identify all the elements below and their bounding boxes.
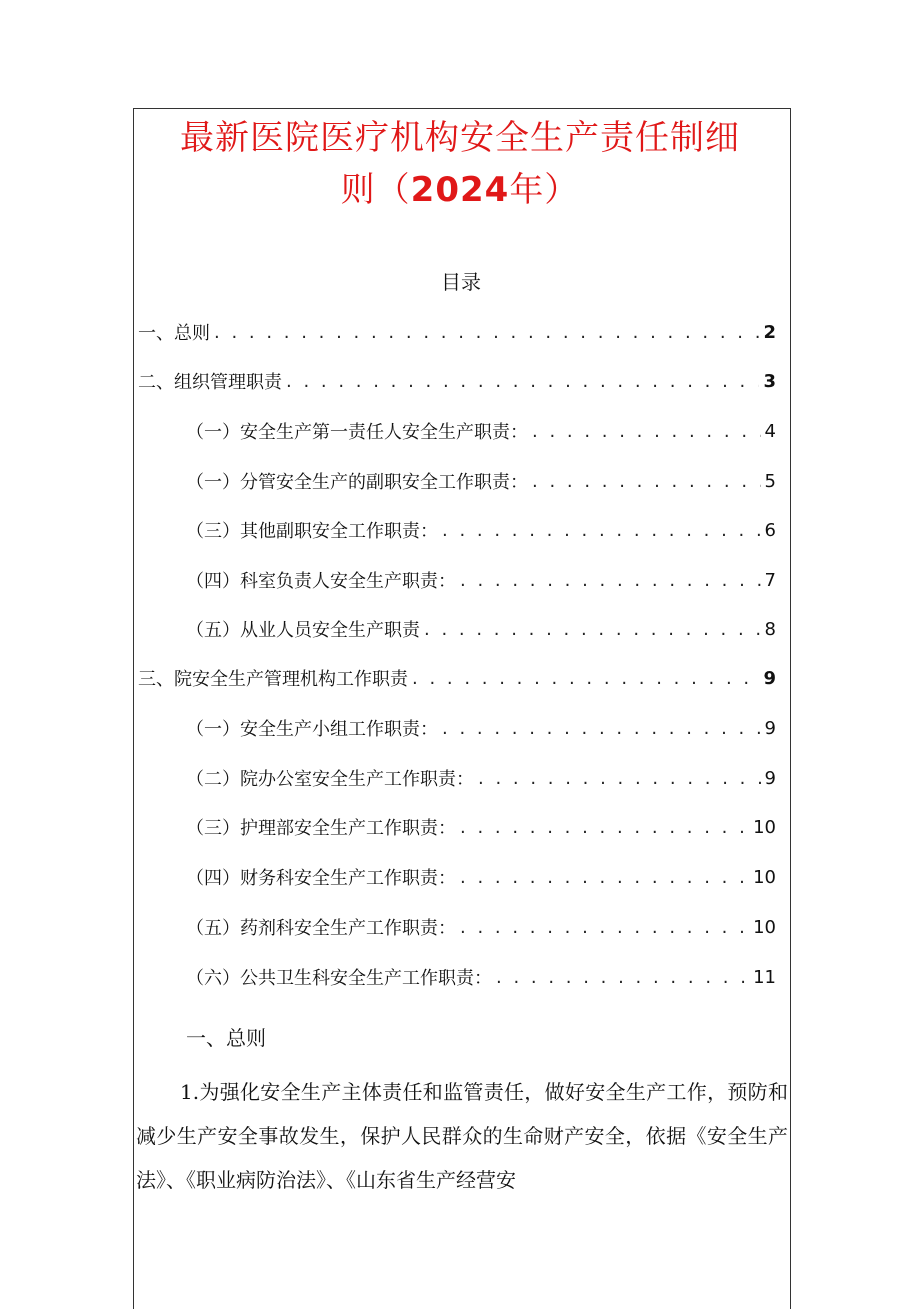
toc-leader-dots	[532, 421, 761, 442]
toc-entry-label: （三）护理部安全生产工作职责：	[186, 818, 456, 839]
toc-entry-label: （二）院办公室安全生产工作职责：	[186, 769, 474, 790]
title-year: 2024	[410, 170, 510, 210]
toc-entry-label: （一）分管安全生产的副职安全工作职责：	[186, 472, 528, 493]
toc-leader-dots	[424, 619, 761, 640]
toc-entry-page: 9	[763, 667, 776, 689]
toc-leader-dots	[460, 570, 761, 591]
toc-leader-dots	[532, 471, 761, 492]
toc-entry-page: 6	[764, 519, 776, 541]
toc-leader-dots	[460, 867, 749, 888]
toc-entry[interactable]	[138, 317, 776, 347]
body-paragraph: 1.为强化安全生产主体责任和监管责任，做好安全生产工作，预防和减少生产安全事故发生，保护人民群众的生命财产安全，依据《安全生产法》、《职业病防治法》、《山东省生产经营安	[136, 1080, 788, 1192]
toc-entry-page: 8	[764, 618, 776, 640]
toc-entry[interactable]	[186, 812, 776, 842]
toc-entry[interactable]	[138, 663, 776, 693]
toc-entry-page: 9	[764, 767, 776, 789]
toc-entry[interactable]	[186, 614, 776, 644]
toc-entry-label: （五）从业人员安全生产职责	[186, 620, 420, 641]
toc-entry-page: 10	[753, 916, 776, 938]
title-prefix: 则（	[340, 170, 411, 210]
toc-leader-dots	[442, 520, 761, 541]
toc-leader-dots	[460, 917, 749, 938]
toc-entry-page: 2	[763, 321, 776, 343]
toc-entry-label: （四）财务科安全生产工作职责：	[186, 868, 456, 889]
title-suffix: 年）	[509, 170, 580, 210]
toc-entry[interactable]	[186, 515, 776, 545]
toc-entry-page: 4	[764, 420, 776, 442]
toc-entry-label: （六）公共卫生科安全生产工作职责：	[186, 968, 492, 989]
toc-heading: 目录	[441, 270, 481, 294]
toc-entry-page: 10	[753, 866, 776, 888]
toc-entry-label: （一）安全生产第一责任人安全生产职责：	[186, 422, 528, 443]
toc-entry-page: 7	[764, 569, 776, 591]
toc-entry-page: 9	[764, 717, 776, 739]
toc-entry-page: 10	[753, 816, 776, 838]
toc-leader-dots	[412, 668, 759, 689]
title-line-2	[150, 164, 770, 216]
toc-entry[interactable]	[186, 962, 776, 992]
toc-entry-label: （三）其他副职安全工作职责：	[186, 521, 438, 542]
toc-leader-dots	[214, 322, 759, 343]
toc-entry-page: 3	[763, 370, 776, 392]
toc-leader-dots	[496, 967, 749, 988]
toc-entry[interactable]	[186, 466, 776, 496]
toc-entry-label: 三、院安全生产管理机构工作职责	[138, 669, 408, 690]
toc-leader-dots	[442, 718, 761, 739]
toc-entry[interactable]	[186, 763, 776, 793]
section-heading: 一、总则	[186, 1026, 266, 1050]
toc-entry-page: 11	[753, 966, 776, 988]
toc-entry-page: 5	[764, 470, 776, 492]
document-title	[150, 112, 770, 216]
toc-leader-dots	[460, 817, 749, 838]
toc-entry-label: 二、组织管理职责	[138, 372, 282, 393]
title-line-1: 最新医院医疗机构安全生产责任制细	[180, 118, 740, 158]
toc-entry[interactable]	[186, 912, 776, 942]
toc-entry[interactable]	[186, 565, 776, 595]
toc-leader-dots	[478, 768, 761, 789]
toc-entry[interactable]	[186, 416, 776, 446]
toc-entry[interactable]	[186, 862, 776, 892]
toc-leader-dots	[286, 371, 759, 392]
toc-entry[interactable]	[186, 713, 776, 743]
toc-entry-label: （一）安全生产小组工作职责：	[186, 719, 438, 740]
toc-entry[interactable]	[138, 366, 776, 396]
toc-entry-label: （四）科室负责人安全生产职责：	[186, 571, 456, 592]
toc-entry-label: （五）药剂科安全生产工作职责：	[186, 918, 456, 939]
toc-entry-label: 一、总则	[138, 323, 210, 344]
